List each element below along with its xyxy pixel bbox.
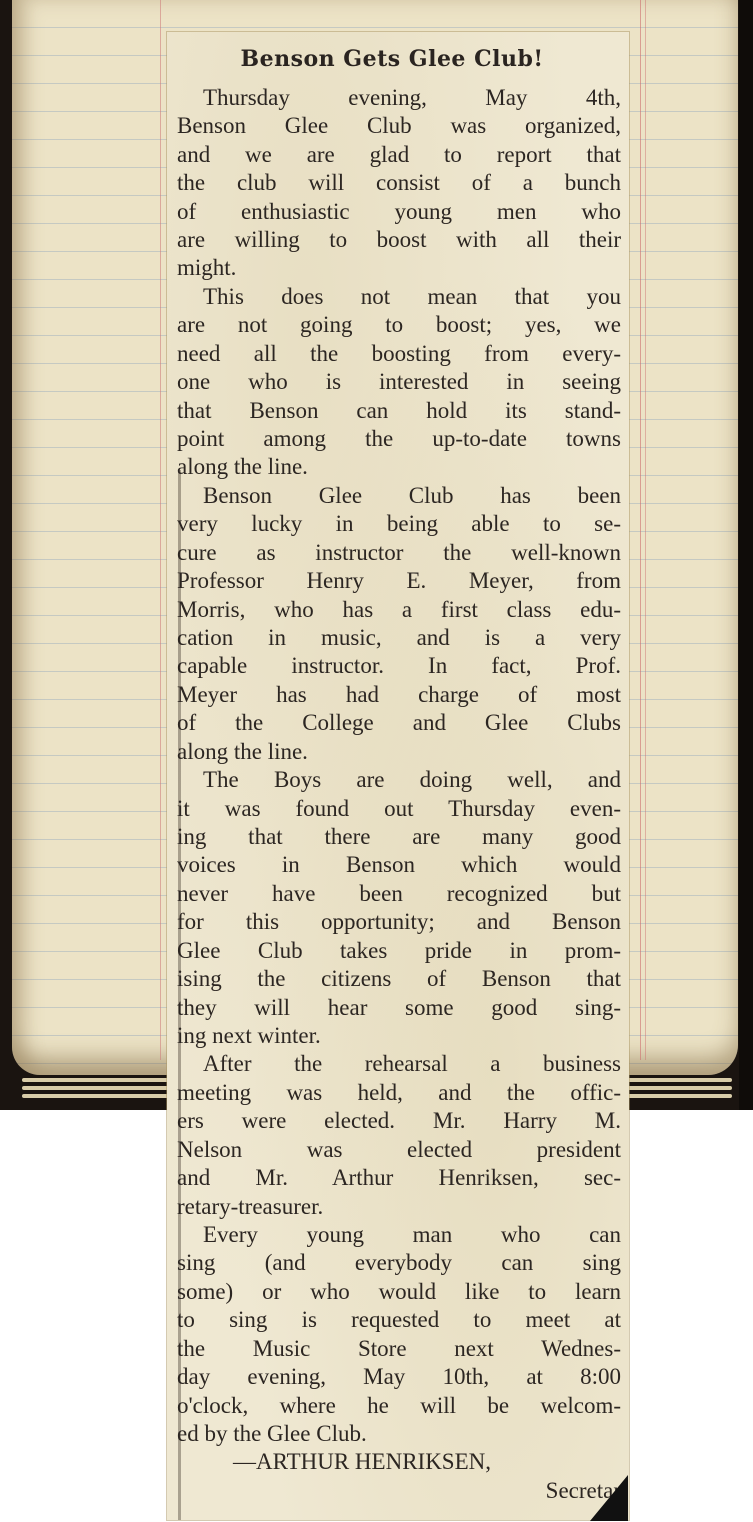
article-line: meeting was held, and the offic- (177, 1080, 621, 1105)
article-line: are not going to boost; yes, we (177, 312, 621, 337)
article-line: day evening, May 10th, at 8:00 (177, 1364, 621, 1389)
article-line: it was found out Thursday even- (177, 796, 621, 821)
article-headline: Benson Gets Glee Club! (240, 46, 544, 72)
torn-corner (590, 1475, 628, 1521)
article-line: and Mr. Arthur Henriksen, sec- (177, 1165, 621, 1190)
margin-rule (160, 0, 161, 1060)
article-line: Thursday evening, May 4th, (203, 85, 621, 110)
article-line: Benson Glee Club was organized, (177, 113, 621, 138)
article-line: ers were elected. Mr. Harry M. (177, 1108, 621, 1133)
article-line: cure as instructor the well-known (177, 540, 621, 565)
article-line: Professor Henry E. Meyer, from (177, 568, 621, 593)
article-line: retary-treasurer. (177, 1194, 324, 1219)
article-line: After the rehearsal a business (203, 1051, 621, 1076)
article-line: need all the boosting from every- (177, 341, 621, 366)
article-line: some) or who would like to learn (177, 1279, 621, 1304)
article-line: ed by the Glee Club. (177, 1421, 367, 1446)
margin-rule (645, 0, 646, 1060)
article-line: for this opportunity; and Benson (177, 909, 621, 934)
article-line: The Boys are doing well, and (203, 767, 621, 792)
article-line: the club will consist of a bunch (177, 170, 621, 195)
article-line: point among the up-to-date towns (177, 426, 621, 451)
article-line: along the line. (177, 454, 308, 479)
book-binding-edge (739, 0, 753, 1110)
article-line: of the College and Glee Clubs (177, 710, 621, 735)
article-line: very lucky in being able to se- (177, 511, 621, 536)
article-line: never have been recognized but (177, 881, 621, 906)
article-line: o'clock, where he will be welcom- (177, 1393, 621, 1418)
article-line: to sing is requested to meet at (177, 1307, 621, 1332)
article-line: and we are glad to report that (177, 142, 621, 167)
article-line: they will hear some good sing- (177, 995, 621, 1020)
article-line: This does not mean that you (203, 284, 621, 309)
article-line: cation in music, and is a very (177, 625, 621, 650)
article-line: ing that there are many good (177, 824, 621, 849)
signature-name: —ARTHUR HENRIKSEN, (233, 1449, 492, 1474)
article-line: Nelson was elected president (177, 1137, 621, 1162)
margin-rule (640, 0, 641, 1060)
article-line: Every young man who can (203, 1222, 621, 1247)
article-line: capable instructor. In fact, Prof. (177, 653, 621, 678)
article-line: might. (177, 255, 237, 280)
article-line: voices in Benson which would (177, 852, 621, 877)
article-line: Morris, who has a first class edu- (177, 597, 621, 622)
article-line: are willing to boost with all their (177, 227, 621, 252)
article-line: sing (and everybody can sing (177, 1250, 621, 1275)
article-line: of enthusiastic young men who (177, 199, 621, 224)
article-line: Meyer has had charge of most (177, 682, 621, 707)
article-line: that Benson can hold its stand- (177, 398, 621, 423)
signature-title: Secretar (545, 1478, 621, 1503)
article-line: Glee Club takes pride in prom- (177, 938, 621, 963)
article-line: ing next winter. (177, 1023, 321, 1048)
article-line: one who is interested in seeing (177, 369, 621, 394)
article-line: Benson Glee Club has been (203, 483, 621, 508)
article-line: along the line. (177, 739, 308, 764)
article-line: the Music Store next Wednes- (177, 1336, 621, 1361)
article-line: ising the citizens of Benson that (177, 966, 621, 991)
